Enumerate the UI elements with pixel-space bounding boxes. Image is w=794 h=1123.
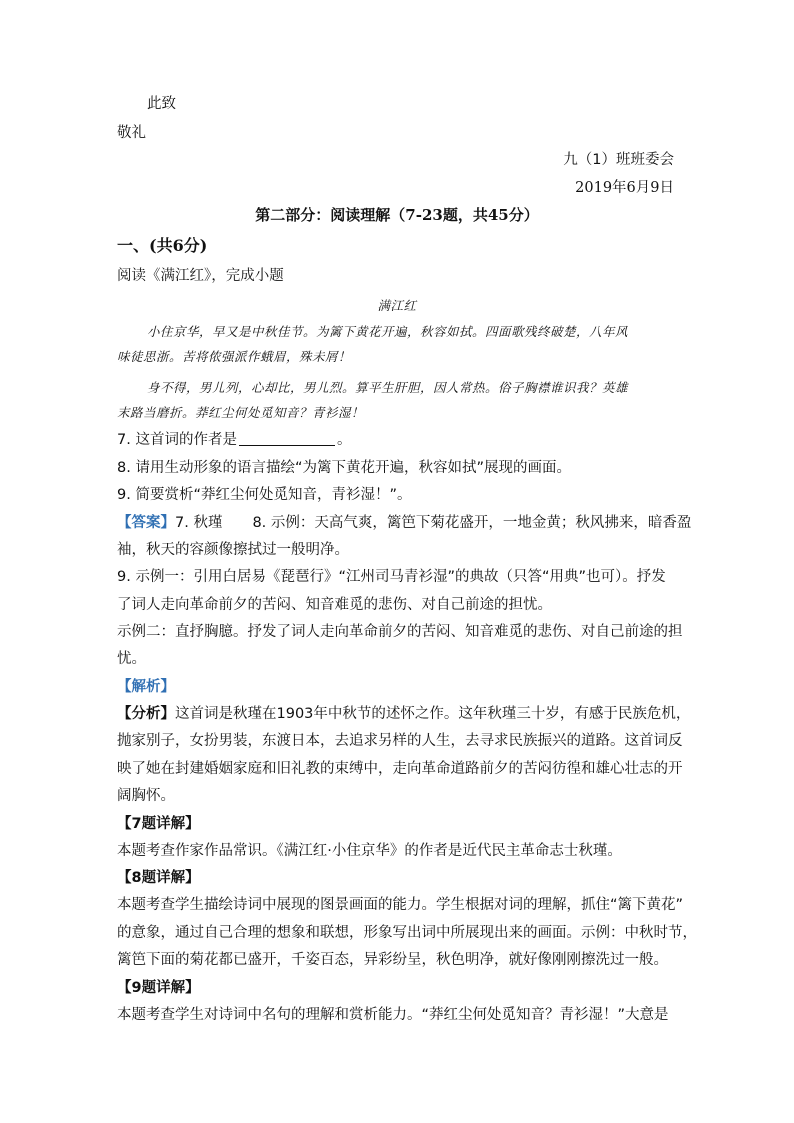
letter-date: 2019年6月9日 — [575, 180, 674, 196]
fenxi-tag: 【分析】 — [117, 706, 175, 722]
poem-title: 满江红 — [377, 298, 417, 313]
answer-line-3: 9. 示例一：引用白居易《琵琶行》“江州司马青衫湿”的典故（只答“用典”也可）。抒发 — [117, 569, 666, 585]
answer-line-6: 忧。 — [117, 651, 146, 667]
reading-instruction: 阅读《满江红》，完成小题 — [117, 268, 284, 284]
q8-detail-line: 本题考查学生描绘诗词中展现的图景画面的能力。学生根据对词的理解，抓住“篱下黄花” — [117, 897, 684, 913]
q9-detail-line: 本题考查学生对诗词中名句的理解和赏析能力。“莽红尘何处觅知音？青衫湿！”大意是 — [117, 1007, 669, 1023]
q7-detail-line: 本题考查作家作品常识。《满江红·小住京华》的作者是近代民主革命志士秋瑾。 — [117, 843, 622, 859]
q8-detail-tag: 【8题详解】 — [117, 870, 200, 886]
analysis-line-1 — [117, 704, 691, 724]
fenxi-text: 这首词是秋瑾在1903年中秋节的述怀之作。这年秋瑾三十岁，有感于民族危机， — [175, 706, 691, 722]
poem-line: 末路当磨折。莽红尘何处觅知音？青衫湿！ — [117, 405, 365, 420]
analysis-line-4: 阔胸怀。 — [117, 788, 175, 804]
answer-line-4: 了词人走向革命前夕的苦闷、知音难觅的悲伤、对自己前途的担忧。 — [117, 597, 552, 613]
q8-detail-line: 篱笆下面的菊花都已盛开，千姿百态，异彩纷呈，秋色明净，就好像刚刚擦洗过一般。 — [117, 952, 668, 968]
q8-detail-line: 的意象，通过自己合理的想象和联想，形象写出词中所展现出来的画面。示例：中秋时节， — [117, 925, 697, 941]
answer-8: 8. 示例：天高气爽，篱笆下菊花盛开，一地金黄；秋风拂来，暗香盈 — [252, 515, 692, 531]
answer-line-2: 袖，秋天的容颜像擦拭过一般明净。 — [117, 542, 349, 558]
part1-title: 一、(共6分) — [117, 236, 208, 255]
q7-detail-tag: 【7题详解】 — [117, 816, 200, 832]
question-7-text: 7. 这首词的作者是 — [117, 432, 237, 448]
poem-line: 身不得，男儿列，心却比，男儿烈。算平生肝胆，因人常热。俗子胸襟谁识我？英雄 — [147, 380, 629, 395]
closing-jing-li: 敬礼 — [117, 125, 146, 141]
analysis-tag: 【解析】 — [117, 679, 175, 695]
answer-blank — [239, 431, 335, 446]
question-9: 9. 简要赏析“莽红尘何处觅知音，青衫湿！”。 — [117, 487, 412, 503]
answer-line-5: 示例二：直抒胸臆。抒发了词人走向革命前夕的苦闷、知音难觅的悲伤、对自己前途的担 — [117, 624, 683, 640]
poem-line: 味徒思浙。苦将侬强派作蛾眉，殊未屑！ — [117, 349, 352, 364]
answer-7: 7. 秋瑾 — [175, 515, 223, 531]
question-7 — [117, 430, 677, 450]
poem-line: 小住京华，早又是中秋佳节。为篱下黄花开遍，秋容如拭。四面歌残终破楚，八年风 — [147, 324, 629, 339]
q9-detail-tag: 【9题详解】 — [117, 980, 200, 996]
closing-ci-zhi: 此致 — [147, 96, 176, 112]
analysis-line-2: 抛家别子，女扮男装，东渡日本，去追求另样的人生，去寻求民族振兴的道路。这首词反 — [117, 733, 683, 749]
answer-line-1 — [117, 513, 692, 533]
section-title: 第二部分：阅读理解（7-23题，共45分） — [255, 206, 539, 224]
question-7-end: 。 — [336, 432, 352, 448]
letter-signature: 九（1）班班委会 — [563, 152, 674, 168]
answer-tag: 【答案】 — [117, 515, 175, 531]
question-8: 8. 请用生动形象的语言描绘“为篱下黄花开遍，秋容如拭”展现的画面。 — [117, 460, 571, 476]
analysis-line-3: 映了她在封建婚姻家庭和旧礼教的束缚中，走向革命道路前夕的苦闷彷徨和雄心壮志的开 — [117, 761, 683, 777]
